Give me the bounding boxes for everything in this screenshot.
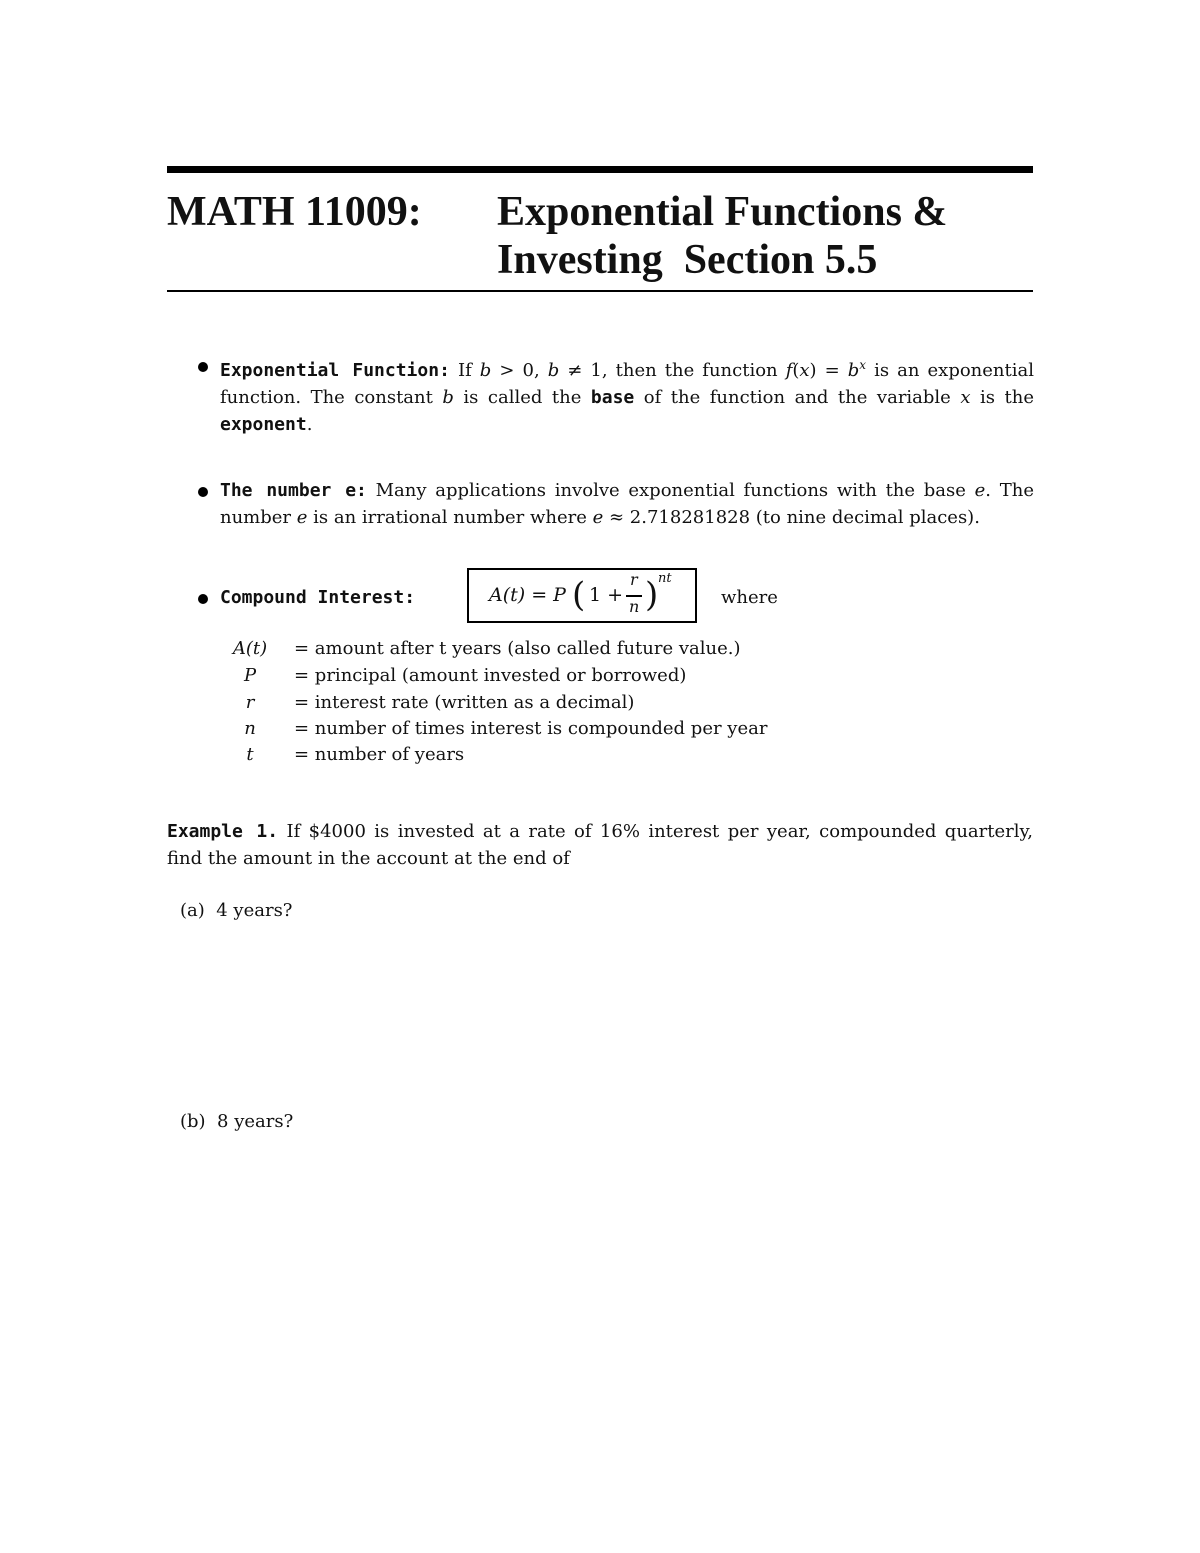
example-label: Example 1.	[167, 821, 279, 842]
paren-close: )	[645, 575, 659, 615]
term-label: The number e:	[220, 480, 367, 501]
bullet-exponential-function	[220, 352, 1034, 438]
definition-symbol: A(t)	[232, 638, 268, 659]
text: .	[306, 414, 313, 435]
title-line-2	[497, 236, 1037, 284]
math-var: b	[547, 360, 560, 381]
definition-text: = principal (amount invested or borrowed)	[294, 665, 687, 686]
header-rule-top	[167, 166, 1033, 173]
formula-lhs: A(t) = P	[489, 584, 566, 606]
definition-text: = number of times interest is compounded per year	[294, 718, 768, 739]
text: ≈ 2.718281828 (to nine decimal places).	[603, 507, 980, 528]
text: ≠ 1, then the function	[559, 360, 786, 381]
formula-exponent: nt	[658, 571, 672, 586]
term-base: base	[590, 387, 635, 408]
math-var: e	[296, 507, 308, 528]
part-marker: (b)	[180, 1111, 206, 1132]
header-rule-bottom	[167, 290, 1033, 292]
text: (	[792, 360, 800, 381]
paren-open: (	[572, 575, 586, 615]
part-text: 8 years?	[217, 1111, 294, 1132]
title-line-1: Exponential Functions &	[497, 189, 948, 235]
term-exponent: exponent	[220, 414, 307, 435]
bullet-dot	[198, 487, 208, 497]
math-var: b	[442, 387, 454, 408]
definition-symbol: P	[243, 665, 257, 686]
text: is an exponential function. The constant	[220, 360, 1034, 408]
definition-text: = interest rate (written as a decimal)	[294, 692, 635, 713]
math-var: e	[974, 480, 986, 501]
compound-interest-formula	[467, 568, 697, 623]
formula-numerator: r	[630, 570, 638, 589]
bullet-compound-interest	[220, 584, 415, 611]
definition-symbol: r	[245, 692, 255, 713]
definition-text: = amount after t years (also called future value.)	[294, 638, 741, 659]
math-var: x	[960, 387, 971, 408]
where-label: where	[721, 587, 778, 608]
bullet-dot	[198, 362, 208, 372]
math-superscript: x	[859, 358, 867, 372]
definition-symbol: t	[246, 744, 254, 765]
bullet-dot	[198, 594, 208, 604]
math-var: e	[592, 507, 604, 528]
text: ) =	[809, 360, 848, 381]
definition-symbol: n	[244, 718, 256, 739]
math-var: x	[799, 360, 810, 381]
example-part-a	[180, 897, 292, 924]
text: is called the	[453, 387, 591, 408]
math-var: f	[785, 360, 793, 381]
bullet-number-e	[220, 477, 1034, 531]
formula-denominator: n	[629, 597, 640, 616]
example-part-b	[180, 1108, 293, 1135]
text: is the	[970, 387, 1034, 408]
example-1	[167, 818, 1033, 872]
title-investing: Investing	[497, 237, 663, 283]
math-var: b	[479, 360, 492, 381]
text: of the function and the variable	[634, 387, 961, 408]
part-text: 4 years?	[216, 900, 293, 921]
text: is an irrational number where	[307, 507, 593, 528]
page-title	[497, 188, 1037, 284]
example-text: If $4000 is invested at a rate of 16% interest per year, compounded quarterly, find the amount in the account at the end of	[167, 821, 1033, 869]
part-marker: (a)	[180, 900, 205, 921]
definition-text: = number of years	[294, 744, 465, 765]
term-label: Exponential Function:	[220, 360, 450, 381]
text: > 0,	[491, 360, 548, 381]
text: Many applications involve exponential functions with the base	[366, 480, 975, 501]
formula-one-plus: 1 +	[589, 584, 624, 606]
course-code: MATH 11009:	[167, 189, 422, 235]
term-label: Compound Interest:	[220, 587, 416, 608]
text: . The number	[220, 480, 1034, 528]
title-section: Section 5.5	[683, 237, 878, 283]
text: If	[457, 360, 480, 381]
math-var: b	[847, 360, 860, 381]
